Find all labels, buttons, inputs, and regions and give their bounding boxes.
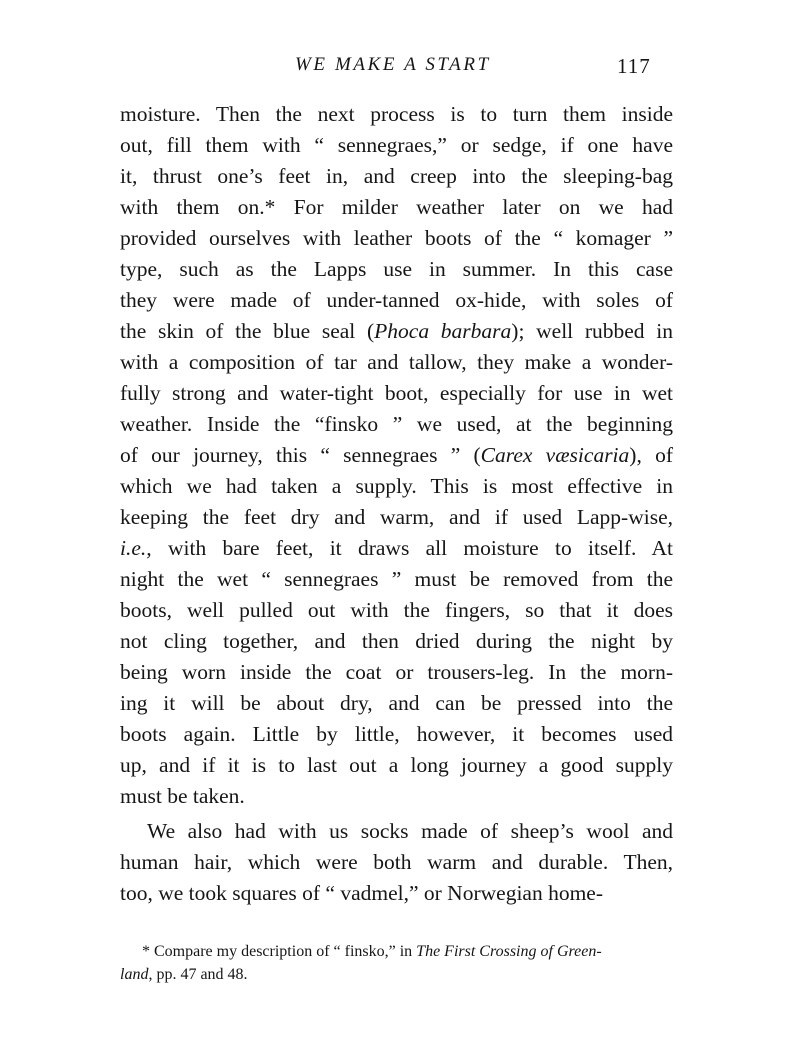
text-line: weather. Inside the “finsko ” we used, at the beginning: [120, 412, 673, 436]
text-line: provided ourselves with leather boots of the “ komager ”: [120, 226, 673, 250]
footnote-line: * Compare my description of “ finsko,” in The First Crossing of Green-: [142, 943, 602, 960]
text-line: boots, well pulled out with the fingers, so that it does: [120, 598, 673, 622]
page-number: 117: [617, 54, 651, 78]
text-line: boots again. Little by little, however, it becomes used: [120, 722, 673, 746]
paragraph-2: [120, 816, 673, 909]
running-title: WE MAKE A START: [295, 54, 491, 75]
text-line: keeping the feet dry and warm, and if used Lapp-wise,: [120, 505, 673, 529]
italic-text: land: [120, 966, 149, 983]
text-line: We also had with us socks made of sheep’s wool and: [147, 819, 673, 843]
text-line: the skin of the blue seal (Phoca barbara); well rubbed in: [120, 319, 673, 343]
footnote: [120, 940, 673, 986]
text-line: must be taken.: [120, 784, 245, 808]
text-line: fully strong and water-tight boot, especially for use in wet: [120, 381, 673, 405]
text-line: being worn inside the coat or trousers-leg. In the morn-: [120, 660, 673, 684]
text-line: with a composition of tar and tallow, they make a wonder-: [120, 350, 673, 374]
text-line: moisture. Then the next process is to turn them inside: [120, 102, 673, 126]
paragraph-1: [120, 99, 673, 812]
text-line: human hair, which were both warm and durable. Then,: [120, 850, 673, 874]
italic-text: The First Crossing of Green-: [416, 943, 602, 960]
text-line: of our journey, this “ sennegraes ” (Carex væsicaria), of: [120, 443, 673, 467]
running-head: [0, 54, 800, 84]
text-line: night the wet “ sennegraes ” must be removed from the: [120, 567, 673, 591]
text-line: it, thrust one’s feet in, and creep into the sleeping-bag: [120, 164, 673, 188]
text-line: too, we took squares of “ vadmel,” or Norwegian home-: [120, 881, 604, 905]
text-line: with them on.* For milder weather later on we had: [120, 195, 673, 219]
text-line: i.e., with bare feet, it draws all moisture to itself. At: [120, 536, 673, 560]
footnote-line: land, pp. 47 and 48.: [120, 966, 248, 983]
italic-text: Carex væsicaria: [480, 443, 630, 467]
italic-text: i.e.,: [120, 536, 152, 560]
text-line: ing it will be about dry, and can be pressed into the: [120, 691, 673, 715]
text-line: out, fill them with “ sennegraes,” or sedge, if one have: [120, 133, 673, 157]
text-line: which we had taken a supply. This is most effective in: [120, 474, 673, 498]
text-line: not cling together, and then dried during the night by: [120, 629, 673, 653]
text-line: they were made of under-tanned ox-hide, with soles of: [120, 288, 673, 312]
text-line: type, such as the Lapps use in summer. In this case: [120, 257, 673, 281]
text-line: up, and if it is to last out a long journey a good supply: [120, 753, 673, 777]
body-text: [120, 99, 673, 909]
italic-text: Phoca barbara: [374, 319, 512, 343]
